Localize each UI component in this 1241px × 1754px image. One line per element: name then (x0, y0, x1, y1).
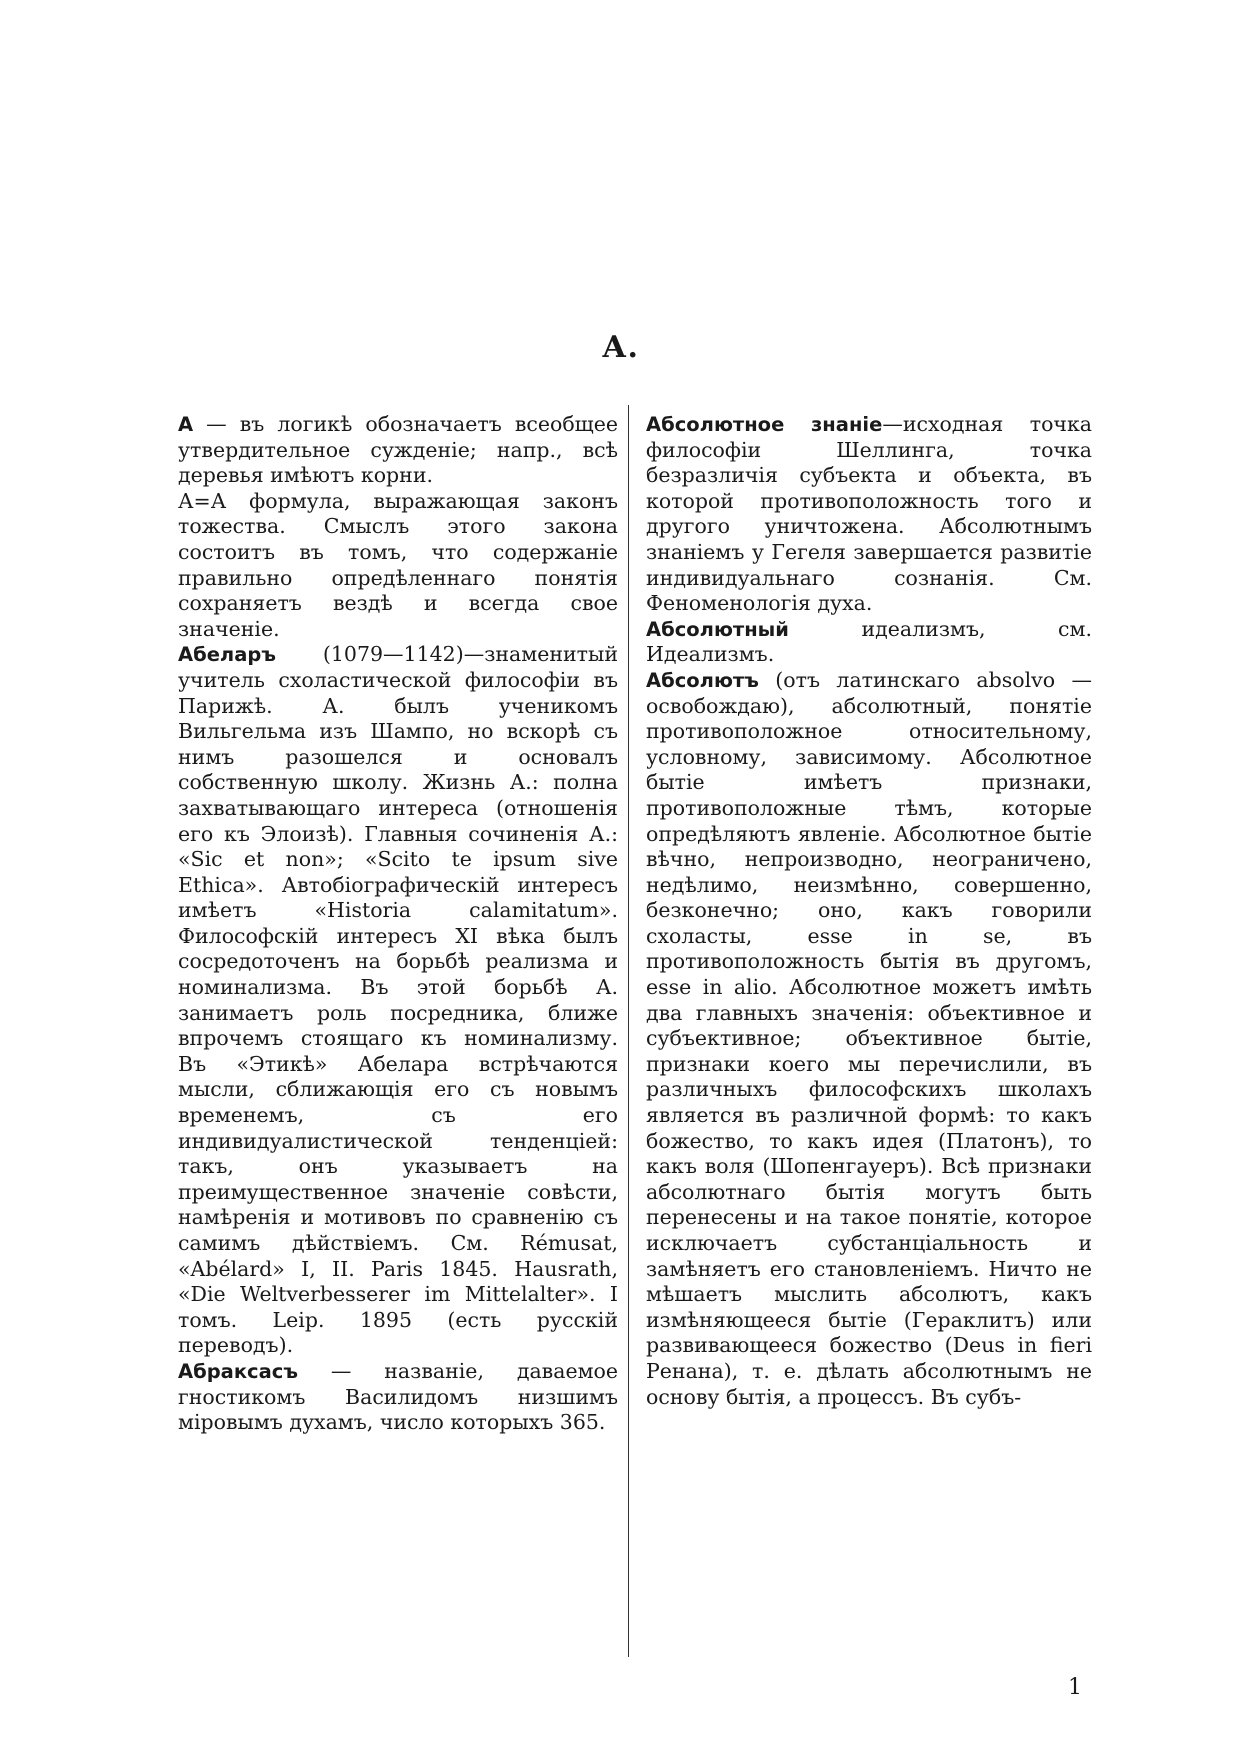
entry-text: идеализмъ, см. Идеализмъ. (646, 616, 1092, 667)
headword: Абсолютное знаніе (646, 413, 883, 436)
right-column (646, 412, 1092, 1410)
headword: Абсолютъ (646, 668, 759, 692)
entry-absolute-idealism (646, 617, 1092, 668)
page-number: 1 (1068, 1675, 1082, 1700)
entry-abelar (178, 642, 618, 1359)
headword: Абсолютный (646, 617, 789, 641)
section-letter-heading: А. (602, 330, 639, 365)
entry-text: (1079—1142)—знаменитый учитель схоластической философіи въ Парижѣ. А. былъ ученикомъ Вильгельма изъ Шампо, но вскорѣ съ нимъ разошелся и основалъ собственную школу. Жизнь А.: полна захватывающаго интереса (отношенія его къ Элоизѣ). Главныя сочиненія А.: «Sic et non»; «Scito te ipsum sive Ethica». Автобіографическій интересъ имѣетъ «Historia calamitatum». Философскій интересъ XI вѣка былъ сосредоточенъ на борьбѣ реализма и номинализма. Въ этой борьбѣ А. занимаетъ роль посредника, ближе впрочемъ стоящаго къ номинализму. Въ «Этикѣ» Абелара встрѣчаются мысли, сближающія его съ новымъ временемъ, съ его индивидуалистической тенденціей: такъ, онъ указываетъ на преимущественное значеніе совѣсти, намѣренія и мотивовъ по сравненію съ самимъ дѣйствіемъ. См. Rémusat, «Abélard» I, II. Paris 1845. Hausrath, «Die Weltverbesserer im Mittelalter». I томъ. Leip. 1895 (есть русскій переводъ). (178, 642, 618, 1358)
left-column (178, 412, 618, 1436)
entry-text: —исходная точка философіи Шеллинга, точка безразличія субъекта и объекта, въ которой противоположность того и другого уничтожена. Абсолютнымъ знаніемъ у Гегеля завершается развитіе индивидуальнаго сознанія. См. Феноменологія духа. (646, 412, 1092, 616)
column-divider (628, 405, 629, 1657)
headword: Абраксасъ (178, 1359, 298, 1383)
entry-abraxas (178, 1359, 618, 1436)
headword: А (178, 413, 194, 436)
entry-text: — въ логикѣ обозначаетъ всеобщее утвердительное сужденіе; напр., всѣ деревья имѣютъ корни. (178, 412, 618, 488)
entry-text: (отъ латинскаго absolvo —освобождаю), абсолютный, понятіе противоположное относительному, условному, зависимому. Абсолютное бытіе имѣетъ признаки, противоположные тѣмъ, которые опредѣляютъ явленіе. Абсолютное бытіе вѣчно, непроизводно, неограничено, недѣлимо, неизмѣнно, совершенно, безконечно; оно, какъ говорили схоласты, esse in se, въ противоположность бытія въ другомъ, esse in alio. Абсолютное можетъ имѣть два главныхъ значенія: объективное и субъективное; объективное бытіе, признаки коего мы перечислили, въ различныхъ философскихъ школахъ является въ различной формѣ: то какъ божество, то какъ идея (Платонъ), то какъ воля (Шопенгауеръ). Всѣ признаки абсолютнаго бытія могутъ быть перенесены и на такое понятіе, которое исключаетъ субстанціальность и замѣняетъ его становленіемъ. Ничто не мѣшаетъ мыслить абсолютъ, какъ измѣняющееся бытіе (Гераклитъ) или развивающееся божество (Deus in fieri Ренана), т. е. дѣлать абсолютнымъ не основу бытія, а процессъ. Въ субъ- (646, 667, 1092, 1409)
entry-absolute (646, 668, 1092, 1410)
headword: Абеларъ (178, 643, 276, 667)
entry-a-equals-a (178, 489, 618, 643)
entry-absolute-knowledge (646, 412, 1092, 617)
entry-text: — названіе, даваемое гностикомъ Василидомъ низшимъ міровымъ духамъ, число которыхъ 365. (178, 1358, 618, 1435)
entry-a (178, 412, 618, 489)
entry-text: А=А формула, выражающая законъ тожества. Смыслъ этого закона состоитъ въ томъ, что содержаніе правильно опредѣленнаго понятія сохраняетъ вездѣ и всегда свое значеніе. (178, 488, 618, 641)
